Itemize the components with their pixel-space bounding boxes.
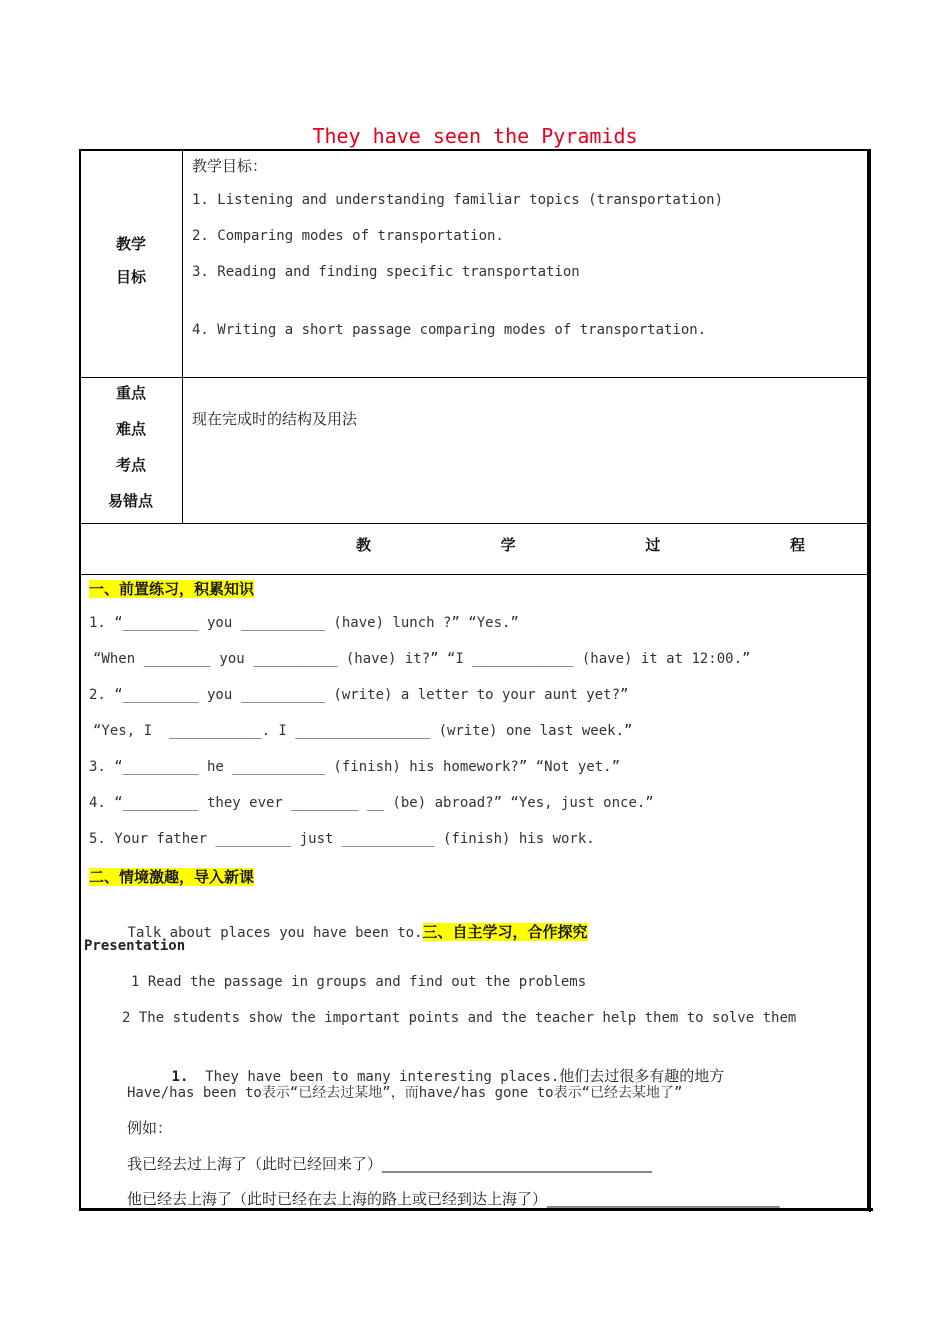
exercise-line: “Yes, I ___________. I ________________ (write) one last week.” <box>93 723 633 739</box>
presentation-label: Presentation <box>84 938 186 954</box>
keypoint-label: 重点 <box>116 384 147 402</box>
objectives-heading: 教学目标： <box>192 157 268 175</box>
presentation-step: 1 Read the passage in groups and find out the problems <box>131 974 587 990</box>
section3-heading: 三、自主学习，合作探究 <box>422 923 588 941</box>
row-divider <box>81 574 867 575</box>
column-divider <box>182 151 183 523</box>
exercise-line: 1. “_________ you __________ (have) lunch ?” “Yes.” <box>89 615 519 631</box>
bottom-border <box>79 1208 873 1211</box>
section2-heading: 二、情境激趣，导入新课 <box>89 868 255 886</box>
exercise-line: 2. “_________ you __________ (write) a letter to your aunt yet?” <box>89 687 629 703</box>
point-number: 1. <box>171 1069 189 1085</box>
objective-item: 1. Listening and understanding familiar topics (transportation) <box>192 192 724 208</box>
objectives-label-1: 教学 <box>116 235 147 253</box>
objectives-label-2: 目标 <box>116 268 147 286</box>
example-line: 我已经去过上海了（此时已经回来了）____________________________________ <box>127 1155 653 1173</box>
keypoint-content: 现在完成时的结构及用法 <box>192 410 358 428</box>
example-label: 例如： <box>127 1119 173 1137</box>
page-title: They have seen the Pyramids <box>312 124 638 148</box>
section2-text: Talk about places you have been to. <box>127 925 423 941</box>
point-chinese: 他们去过很多有趣的地方 <box>559 1067 725 1085</box>
point-english: They have been to many interesting places. <box>205 1069 560 1085</box>
process-header: 教 学 过 程 <box>356 536 805 554</box>
exercise-line: “When ________ you __________ (have) it?” “I ____________ (have) it at 12:00.” <box>93 651 751 667</box>
usage-note: Have/has been to表示“已经去过某地”，而have/has gone to表示“已经去某地了” <box>127 1085 683 1101</box>
lesson-table <box>79 149 869 1210</box>
exercise-line: 3. “_________ he ___________ (finish) his homework?” “Not yet.” <box>89 759 621 775</box>
exercise-line: 4. “_________ they ever ________ __ (be) abroad?” “Yes, just once.” <box>89 795 654 811</box>
row-divider <box>81 523 867 524</box>
example-line: 他已经去上海了（此时已经在去上海的路上或已经到达上海了）_______________________________ <box>127 1190 780 1208</box>
objective-item: 2. Comparing modes of transportation. <box>192 228 504 244</box>
keypoint-label: 考点 <box>116 456 147 474</box>
objective-item: 4. Writing a short passage comparing modes of transportation. <box>192 322 707 338</box>
exercise-line: 5. Your father _________ just ___________ (finish) his work. <box>89 831 595 847</box>
row-divider <box>81 377 867 378</box>
objective-item: 3. Reading and finding specific transportation <box>192 264 580 280</box>
presentation-step: 2 The students show the important points and the teacher help them to solve them <box>122 1010 797 1026</box>
keypoint-label: 易错点 <box>108 492 154 510</box>
keypoint-label: 难点 <box>116 420 147 438</box>
section1-heading: 一、前置练习，积累知识 <box>89 580 255 598</box>
